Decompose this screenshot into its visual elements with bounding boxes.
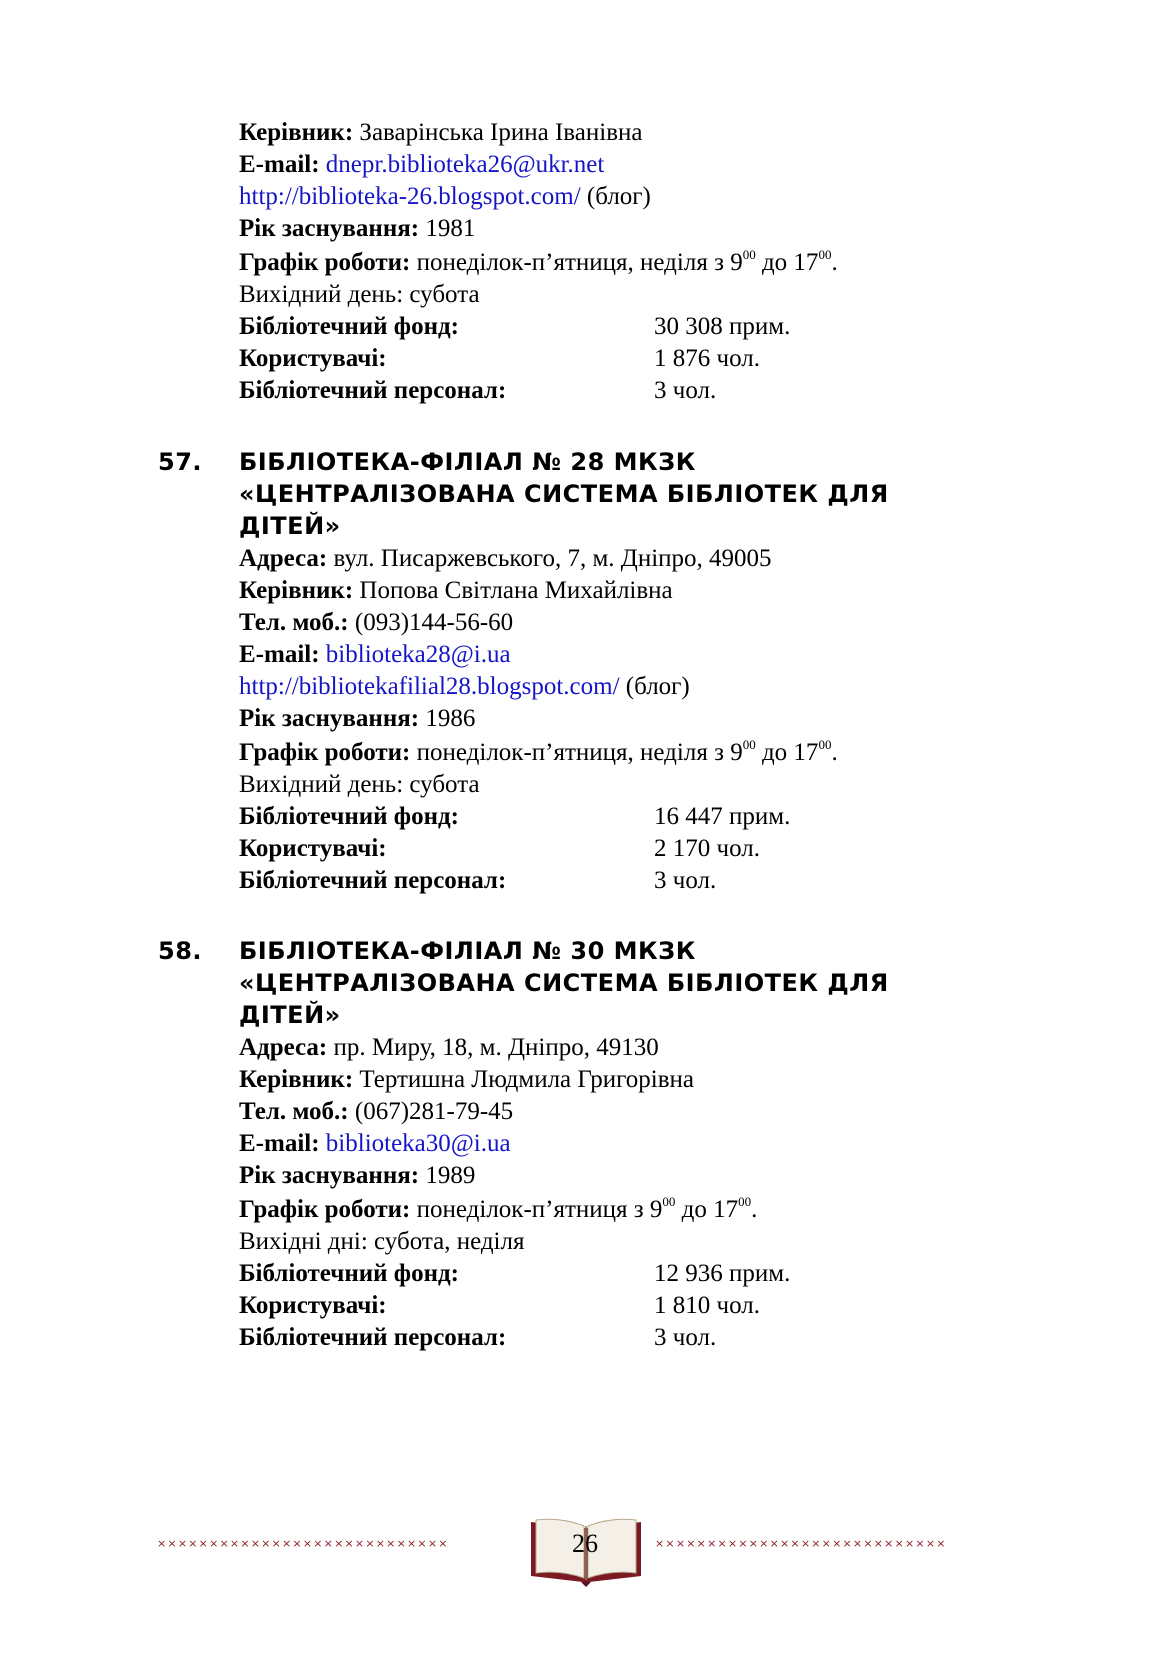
blog-suffix: (блог) — [580, 183, 651, 210]
schedule-label: Графік роботи: — [239, 739, 411, 766]
entry57-title-line2: «ЦЕНТРАЛІЗОВАНА СИСТЕМА БІБЛІОТЕК ДЛЯ — [239, 480, 889, 508]
entry58-users-value: 1 810 чол. — [654, 1292, 760, 1319]
director-label: Керівник: — [239, 1066, 354, 1093]
entry57-year-line — [239, 703, 475, 735]
schedule-end: . — [751, 1196, 758, 1223]
address-value: пр. Миру, 18, м. Дніпро, 49130 — [327, 1034, 659, 1061]
schedule-label: Графік роботи: — [239, 249, 411, 276]
entry58-dayoff: Вихідні дні: субота, неділя — [239, 1228, 525, 1255]
email-link[interactable]: biblioteka30@i.ua — [325, 1130, 511, 1157]
entry57-fund-value: 16 447 прим. — [654, 803, 791, 830]
entry58-phone-line — [239, 1096, 513, 1128]
schedule-start-minutes: 00 — [662, 1194, 676, 1209]
director-label: Керівник: — [239, 577, 354, 604]
entry57-address-line — [239, 543, 772, 575]
entry58-users-label: Користувачі: — [239, 1292, 387, 1319]
entry57-email-line — [239, 639, 511, 671]
entry58-title-line2: «ЦЕНТРАЛІЗОВАНА СИСТЕМА БІБЛІОТЕК ДЛЯ — [239, 969, 889, 997]
address-label: Адреса: — [239, 545, 328, 572]
email-link[interactable]: biblioteka28@i.ua — [325, 641, 511, 668]
schedule-start-minutes: 00 — [742, 737, 756, 752]
entry56-users-label: Користувачі: — [239, 345, 387, 372]
schedule-end-minutes: 00 — [818, 247, 832, 262]
entry58-title-line3: ДІТЕЙ» — [239, 1001, 341, 1029]
year-label: Рік заснування: — [239, 215, 420, 242]
address-value: вул. Писаржевського, 7, м. Дніпро, 49005 — [327, 545, 772, 572]
schedule-label: Графік роботи: — [239, 1196, 411, 1223]
director-value: Тертишна Людмила Григорівна — [353, 1066, 695, 1093]
director-value: Попова Світлана Михайлівна — [353, 577, 673, 604]
email-link[interactable]: dnepr.biblioteka26@ukr.net — [325, 151, 605, 178]
footer-ornament-left: ×××××××××××××××××××××××××××× — [157, 1537, 449, 1550]
entry57-staff-value: 3 чол. — [654, 867, 717, 894]
phone-label: Тел. моб.: — [239, 1098, 349, 1125]
schedule-value: понеділок-п’ятниця з 9 — [410, 1196, 663, 1223]
entry58-year-line — [239, 1160, 475, 1192]
entry56-director-line — [239, 117, 642, 149]
year-value: 1986 — [419, 705, 476, 732]
entry56-staff-label: Бібліотечний персонал: — [239, 377, 507, 404]
year-value: 1981 — [419, 215, 476, 242]
entry58-staff-label: Бібліотечний персонал: — [239, 1324, 507, 1351]
entry56-staff-value: 3 чол. — [654, 377, 717, 404]
email-label: E-mail: — [239, 151, 320, 178]
entry57-number: 57. — [158, 448, 203, 476]
entry57-title-line1: БІБЛІОТЕКА-ФІЛІАЛ № 28 МКЗК — [239, 448, 696, 476]
entry58-fund-label: Бібліотечний фонд: — [239, 1260, 459, 1287]
blog-link[interactable]: http://biblioteka-26.blogspot.com/ — [239, 183, 581, 210]
entry58-fund-value: 12 936 прим. — [654, 1260, 791, 1287]
schedule-end: . — [831, 739, 838, 766]
email-label: E-mail: — [239, 641, 320, 668]
director-label: Керівник: — [239, 119, 354, 146]
schedule-end-minutes: 00 — [818, 737, 832, 752]
entry57-director-line — [239, 575, 673, 607]
schedule-to: до 17 — [755, 739, 819, 766]
schedule-value: понеділок-п’ятниця, неділя з 9 — [410, 739, 743, 766]
director-value: Заварінська Ірина Іванівна — [353, 119, 643, 146]
entry57-title-line3: ДІТЕЙ» — [239, 512, 341, 540]
schedule-start-minutes: 00 — [742, 247, 756, 262]
entry57-fund-label: Бібліотечний фонд: — [239, 803, 459, 830]
entry56-email-line — [239, 149, 604, 181]
address-label: Адреса: — [239, 1034, 328, 1061]
entry58-title-line1: БІБЛІОТЕКА-ФІЛІАЛ № 30 МКЗК — [239, 937, 696, 965]
schedule-value: понеділок-п’ятниця, неділя з 9 — [410, 249, 743, 276]
entry58-staff-value: 3 чол. — [654, 1324, 717, 1351]
schedule-to: до 17 — [675, 1196, 739, 1223]
phone-value: (093)144-56-60 — [348, 609, 514, 636]
entry56-schedule-line — [239, 247, 838, 282]
entry57-phone-line — [239, 607, 513, 639]
entry58-schedule-line — [239, 1194, 757, 1229]
blog-link[interactable]: http://bibliotekafilial28.blogspot.com/ — [239, 673, 620, 700]
blog-suffix: (блог) — [619, 673, 690, 700]
entry57-schedule-line — [239, 737, 838, 772]
page-number: 26 — [572, 1529, 598, 1558]
entry58-director-line — [239, 1064, 694, 1096]
entry56-blog-line — [239, 181, 651, 213]
schedule-end: . — [831, 249, 838, 276]
entry57-dayoff: Вихідний день: субота — [239, 771, 480, 798]
entry56-fund-value: 30 308 прим. — [654, 313, 791, 340]
year-value: 1989 — [419, 1162, 476, 1189]
entry58-number: 58. — [158, 937, 203, 965]
schedule-end-minutes: 00 — [738, 1194, 752, 1209]
entry56-fund-label: Бібліотечний фонд: — [239, 313, 459, 340]
year-label: Рік заснування: — [239, 1162, 420, 1189]
entry57-staff-label: Бібліотечний персонал: — [239, 867, 507, 894]
entry57-users-label: Користувачі: — [239, 835, 387, 862]
phone-label: Тел. моб.: — [239, 609, 349, 636]
phone-value: (067)281-79-45 — [348, 1098, 514, 1125]
entry57-blog-line — [239, 671, 690, 703]
email-label: E-mail: — [239, 1130, 320, 1157]
entry56-users-value: 1 876 чол. — [654, 345, 760, 372]
entry58-address-line — [239, 1032, 659, 1064]
entry57-users-value: 2 170 чол. — [654, 835, 760, 862]
book-bottom — [581, 1582, 591, 1587]
entry56-dayoff: Вихідний день: субота — [239, 281, 480, 308]
schedule-to: до 17 — [755, 249, 819, 276]
entry58-email-line — [239, 1128, 511, 1160]
footer-ornament-right: ×××××××××××××××××××××××××××× — [655, 1537, 947, 1550]
year-label: Рік заснування: — [239, 705, 420, 732]
entry56-year-line — [239, 213, 475, 245]
